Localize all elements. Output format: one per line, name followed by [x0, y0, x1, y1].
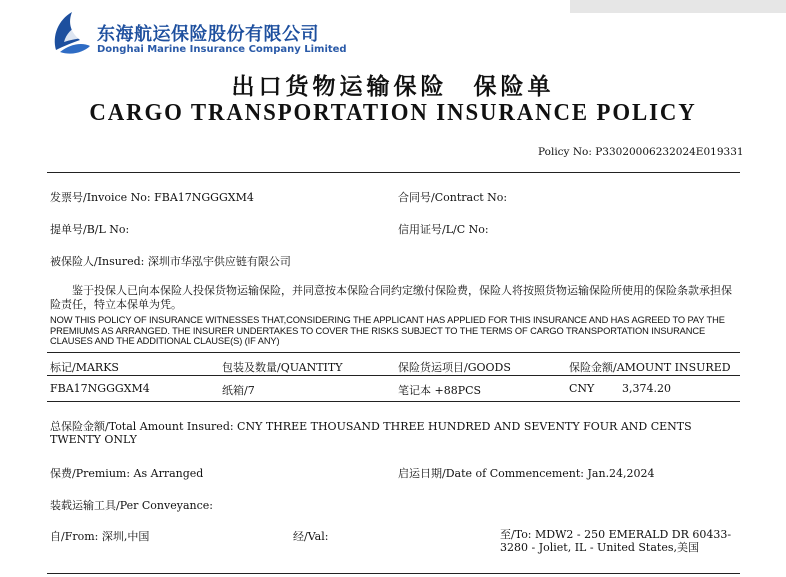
- table-top-rule: [47, 352, 740, 353]
- premium: 保费/Premium: As Arranged: [50, 467, 204, 480]
- commencement-date: 启运日期/Date of Commencement: Jan.24,2024: [398, 467, 655, 480]
- table-bottom-rule: [47, 401, 740, 402]
- row-currency: CNY: [569, 382, 595, 395]
- divider: [47, 172, 740, 173]
- company-name-cn: 东海航运保险股份有限公司: [97, 24, 319, 45]
- table-header-rule: [47, 375, 740, 376]
- total-amount-insured: 总保险金额/Total Amount Insured: CNY THREE THOUSAND THREE HUNDRED AND SEVENTY FOUR AND CENTS TWENTY ONLY: [50, 420, 692, 446]
- route-from: 自/From: 深圳,中国: [50, 530, 150, 543]
- company-logo-icon: [50, 6, 92, 60]
- row-marks: FBA17NGGGXM4: [50, 382, 150, 395]
- header-marks: 标记/MARKS: [50, 361, 119, 374]
- row-quantity: 纸箱/7: [222, 384, 255, 397]
- row-goods: 笔记本 +88PCS: [398, 384, 482, 397]
- lc-number: 信用证号/L/C No:: [398, 223, 489, 236]
- title-cn-left: 出口货物运输保险: [231, 74, 448, 100]
- document-title-en: CARGO TRANSPORTATION INSURANCE POLICY: [89, 100, 697, 126]
- header-quantity: 包装及数量/QUANTITY: [222, 361, 343, 374]
- route-via: 经/Val:: [293, 530, 329, 543]
- invoice-number: 发票号/Invoice No: FBA17NGGGXM4: [50, 191, 254, 204]
- document-title-cn: [0, 68, 786, 101]
- scan-edge-bar: [570, 0, 786, 13]
- company-name-en: Donghai Marine Insurance Company Limited: [97, 44, 347, 55]
- statement-cn: 鉴于投保人已向本保险人投保货物运输保险，并同意按本保险合同约定缴付保险费，保险人将按照货物运输保险所使用的保险条款承担保险责任，特立本保单为凭。: [50, 284, 732, 311]
- statement-en: NOW THIS POLICY OF INSURANCE WITNESSES THAT,CONSIDERING THE APPLICANT HAS APPLIED FOR THIS INSURANCE AND HAS AGREED TO PAY THE PREMIUMS AS ARRANGED. THE INSURER UNDERTAKES TO COVER THE RISKS SUBJECT TO THE TERMS OF CARGO TRANSPORTATION INSURANCE CLAUSES AND THE ADDITIONAL CLAUSE(S) (IF ANY): [50, 315, 725, 346]
- route-to: 至/To: MDW2 - 250 EMERALD DR 60433-3280 - Joliet, IL - United States,美国: [500, 528, 732, 554]
- bl-number: 提单号/B/L No:: [50, 223, 130, 236]
- bottom-rule: [47, 573, 740, 574]
- conveyance: 装载运输工具/Per Conveyance:: [50, 499, 213, 512]
- header-amount: 保险金额/AMOUNT INSURED: [569, 361, 731, 374]
- insured-party: 被保险人/Insured: 深圳市华泓宇供应链有限公司: [50, 255, 291, 268]
- header-goods: 保险货运项目/GOODS: [398, 361, 511, 374]
- title-cn-right: 保险单: [473, 74, 555, 100]
- row-amount: 3,374.20: [622, 382, 671, 395]
- contract-number: 合同号/Contract No:: [398, 191, 508, 204]
- policy-number: Policy No: P33020006232024E019331: [538, 146, 744, 158]
